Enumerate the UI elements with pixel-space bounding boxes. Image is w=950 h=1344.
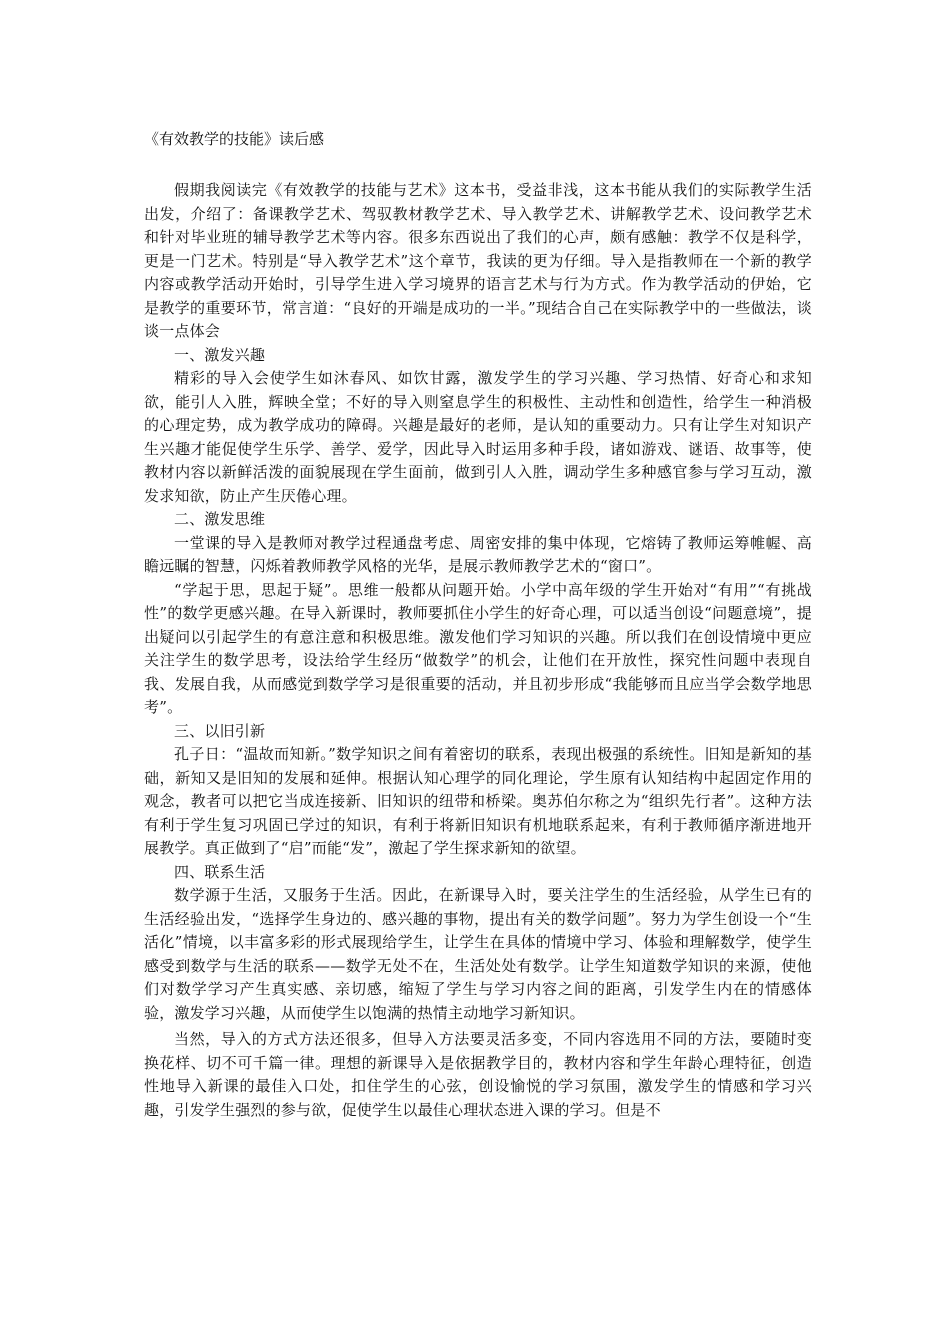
section-3-paragraph-1: 孔子日：“温故而知新。”数学知识之间有着密切的联系，表现出极强的系统性。旧知是新知的基础，新知又是旧知的发展和延伸。根据认知心理学的同化理论，学生原有认知结构中起固定作用的观念，教者可以把它当成连接新、旧知识的纽带和桥梁。奥苏伯尔称之为“组织先行者”。这种方法有利于学生复习巩固已学过的知识，有利于将新旧知识有机地联系起来，有利于教师循序渐进地开展教学。真正做到了“启”而能“发”，激起了学生探求新知的欲望。 [144, 745, 812, 857]
section-4-paragraph-1: 数学源于生活，又服务于生活。因此，在新课导入时，要关注学生的生活经验，从学生已有的生活经验出发，“选择学生身边的、感兴趣的事物，提出有关的数学问题”。努力为学生创设一个“生活化”情境，以丰富多彩的形式展现给学生，让学生在具体的情境中学习、体验和理解数学，使学生感受到数学与生活的联系——数学无处不在，生活处处有数学。让学生知道数学知识的来源，使他们对数学学习产生真实感、亲切感，缩短了学生与学习内容之间的距离，引发学生内在的情感体验，激发学习兴趣，从而使学生以饱满的热情主动地学习新知识。 [144, 886, 812, 1022]
section-2-paragraph-2: “学起于思，思起于疑”。思维一般都从问题开始。小学中高年级的学生开始对“有用”“有挑战性”的数学更感兴趣。在导入新课时，教师要抓住小学生的好奇心理，可以适当创设“问题意境”，提出疑问以引起学生的有意注意和积极思维。激发他们学习知识的兴趣。所以我们在创设情境中更应关注学生的数学思考，设法给学生经历“做数学”的机会，让他们在开放性，探究性问题中表现自我、发展自我，从而感觉到数学学习是很重要的活动，并且初步形成“我能够而且应当学会数学地思考”。 [144, 580, 812, 716]
section-heading-3: 三、以旧引新 [174, 721, 266, 740]
document-title: 《有效教学的技能》读后感 [144, 130, 325, 148]
section-heading-4: 四、联系生活 [174, 862, 266, 881]
section-heading-2: 二、激发思维 [174, 510, 266, 528]
section-2-paragraph-1: 一堂课的导入是教师对教学过程通盘考虑、周密安排的集中体现，它熔铸了教师运筹帷幄、高瞻远瞩的智慧，闪烁着教师教学风格的光华，是展示教师教学艺术的“窗口”。 [144, 533, 812, 575]
section-1-paragraph-1: 精彩的导入会使学生如沐春风、如饮甘露，激发学生的学习兴趣、学习热情、好奇心和求知欲，能引人入胜，辉映全堂；不好的导入则窒息学生的积极性、主动性和创造性，给学生一种消极的心理定势，成为教学成功的障碍。兴趣是最好的老师，是认知的重要动力。只有让学生对知识产生兴趣才能促使学生乐学、善学、爱学，因此导入时运用多种手段，诸如游戏、谜语、故事等，使教材内容以新鲜活泼的面貌展现在学生面前，做到引人入胜，调动学生多种感官参与学习互动，激发求知欲，防止产生厌倦心理。 [144, 369, 812, 505]
intro-paragraph: 假期我阅读完《有效教学的技能与艺术》这本书，受益非浅，这本书能从我们的实际教学生活出发，介绍了：备课教学艺术、驾驭教材教学艺术、导入教学艺术、讲解教学艺术、设问教学艺术和针对毕业班的辅导教学艺术等内容。很多东西说出了我们的心声，颇有感触：教学不仅是科学，更是一门艺术。特别是“导入教学艺术”这个章节，我读的更为仔细。导入是指教师在一个新的教学内容或教学活动开始时，引导学生进入学习境界的语言艺术与行为方式。作为教学活动的伊始，它是教学的重要环节，常言道：“良好的开端是成功的一半。”现结合自己在实际教学中的一些做法，谈谈一点体会 [144, 181, 812, 340]
section-heading-1: 一、激发兴趣 [174, 345, 266, 364]
closing-paragraph: 当然，导入的方式方法还很多，但导入方法要灵活多变，不同内容选用不同的方法，要随时变换花样、切不可千篇一律。理想的新课导入是依据教学目的，教材内容和学生年龄心理特征，创造性地导入新课的最佳入口处，扣住学生的心弦，创设愉悦的学习氛围，激发学生的情感和学习兴趣，引发学生强烈的参与欲，促使学生以最佳心理状态进入课的学习。但是不 [144, 1030, 812, 1119]
document-body [144, 179, 812, 1122]
